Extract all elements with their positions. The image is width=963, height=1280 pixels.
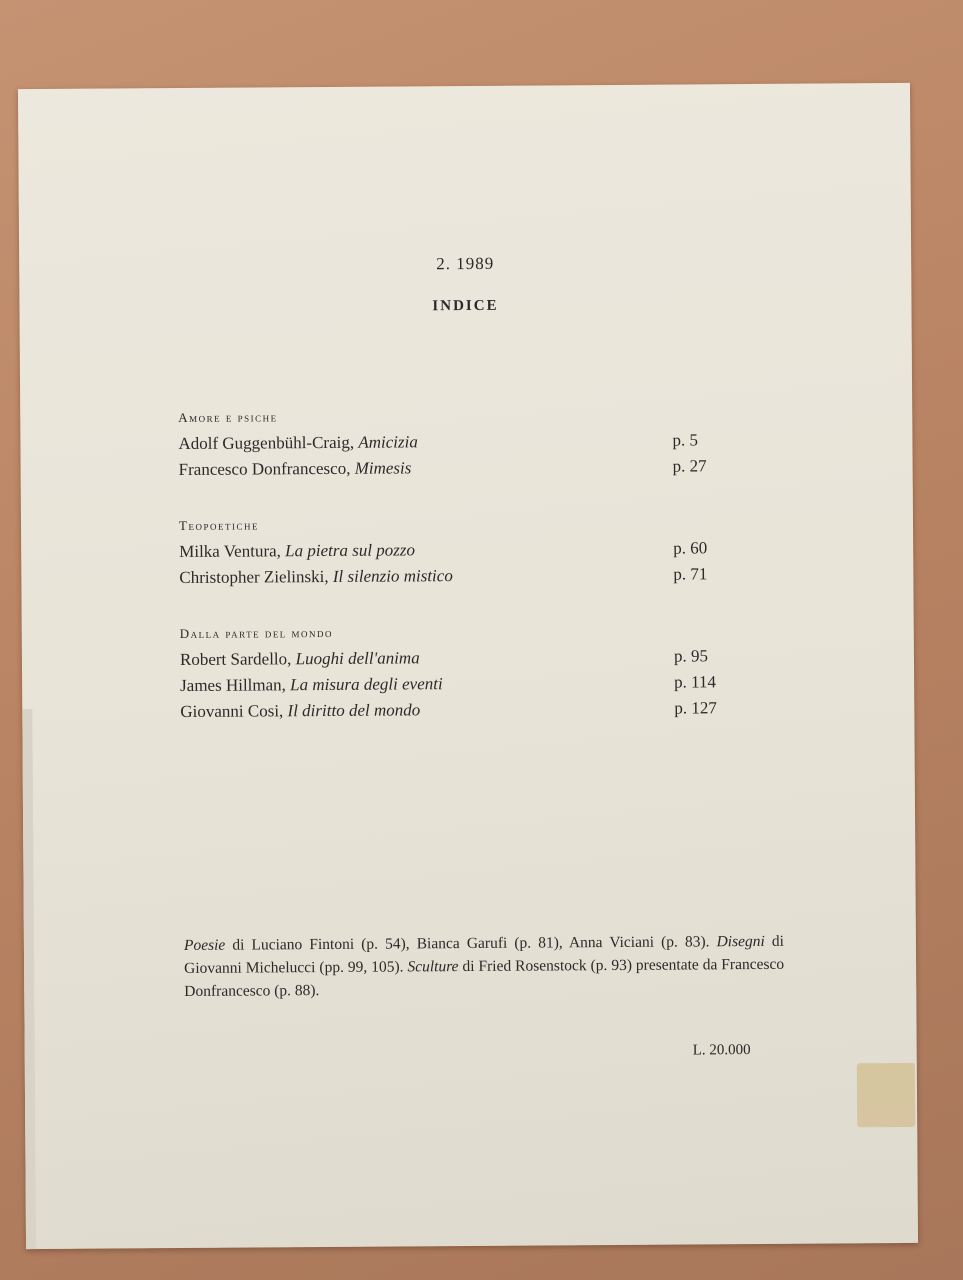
entry-author: Francesco Donfrancesco,: [178, 458, 351, 480]
entry-author: Robert Sardello,: [179, 649, 292, 670]
entry-page: p. 127: [674, 698, 717, 718]
price-label: L. 20.000: [692, 1042, 751, 1059]
entry-page: p. 71: [673, 564, 708, 584]
entry-author: Giovanni Cosi,: [180, 701, 284, 722]
entry-title: Il silenzio mistico: [332, 566, 453, 586]
disegni-label: Disegni: [716, 932, 765, 951]
disegni-text: di Giovanni Michelucci (pp. 99, 105).: [184, 932, 784, 977]
list-item: [179, 564, 779, 594]
list-item: [179, 456, 779, 486]
entry-page: p. 5: [672, 430, 698, 450]
section-heading: Dalla parte del mondo: [179, 624, 334, 642]
entry-title: Amicizia: [358, 432, 418, 452]
section-amore-e-psiche: [178, 406, 779, 486]
section-heading: Teopoetiche: [178, 517, 260, 534]
entry-author: Christopher Zielinski,: [179, 566, 329, 588]
sculture-text: di Fried Rosenstock (p. 93) presentate da Francesco Donfrancesco (p. 88).: [184, 955, 785, 1000]
entry-title: La misura degli eventi: [290, 674, 443, 695]
entry-page: p. 95: [673, 646, 709, 666]
entry-author: Milka Ventura,: [179, 541, 281, 562]
entry-title: La pietra sul pozzo: [285, 540, 416, 561]
index-title: INDICE: [432, 297, 499, 315]
sticker-residue: [857, 1063, 915, 1127]
section-teopoetiche: [179, 514, 780, 594]
entry-author: James Hillman,: [180, 675, 286, 696]
entry-title: Mimesis: [354, 458, 412, 478]
entry-author: Adolf Guggenbühl-Craig,: [178, 432, 355, 454]
entry-page: p. 27: [672, 456, 707, 476]
contributors-note: [184, 930, 784, 1003]
poesie-text: di Luciano Fintoni (p. 54), Bianca Garufi (p. 81), Anna Viciani (p. 83).: [225, 933, 717, 954]
section-dalla-parte-del-mondo: [180, 622, 781, 728]
entry-page: p. 60: [673, 538, 708, 558]
entry-title: Il diritto del mondo: [287, 700, 421, 721]
entry-page: p. 114: [674, 672, 717, 692]
page-edge: [22, 709, 36, 1249]
entry-title: Luoghi dell'anima: [295, 648, 420, 669]
book-back-cover: [18, 83, 918, 1249]
list-item: [180, 698, 780, 728]
poesie-label: Poesie: [183, 936, 226, 954]
sculture-label: Sculture: [407, 958, 459, 976]
issue-number: 2. 1989: [436, 253, 495, 274]
section-heading: Amore e psiche: [178, 409, 278, 426]
